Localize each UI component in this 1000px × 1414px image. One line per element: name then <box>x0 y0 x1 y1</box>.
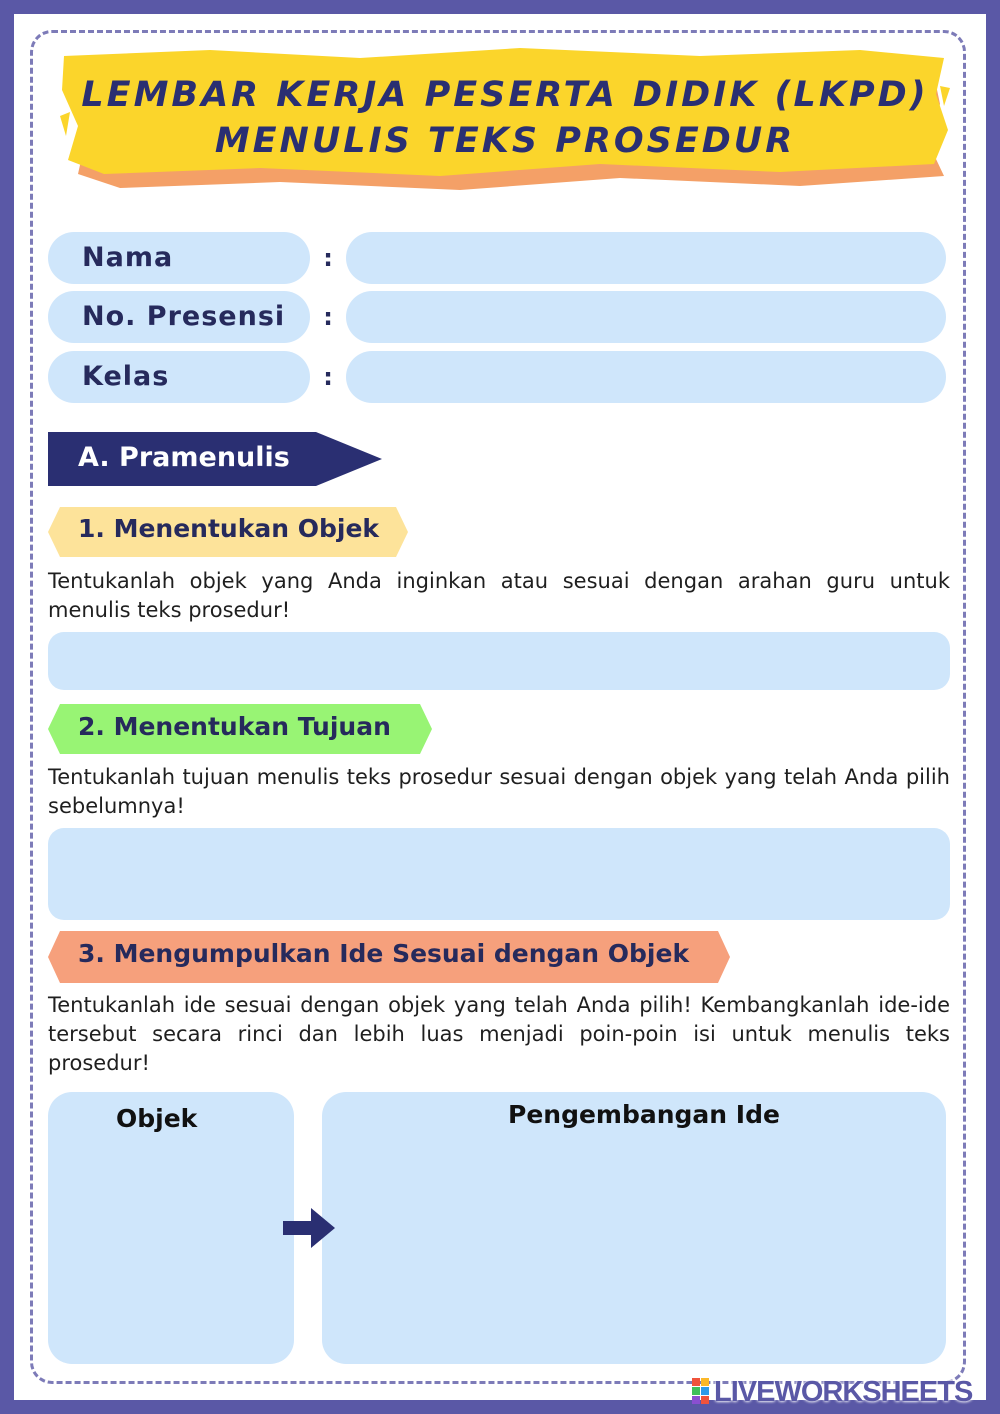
step3-heading: 3. Mengumpulkan Ide Sesuai dengan Objek <box>78 939 690 968</box>
kelas-colon: : <box>323 363 333 391</box>
step1-instruction: Tentukanlah objek yang Anda inginkan atau sesuai dengan arahan guru untuk menulis teks prosedur! <box>48 569 950 622</box>
name-colon: : <box>323 244 333 272</box>
name-input[interactable] <box>346 232 946 284</box>
name-label: Nama <box>48 232 310 284</box>
kelas-input[interactable] <box>346 351 946 403</box>
step2-heading: 2. Menentukan Tujuan <box>78 712 391 741</box>
section-a-heading: A. Pramenulis <box>78 442 290 473</box>
pengembangan-ide-box-title: Pengembangan Ide <box>508 1100 780 1129</box>
liveworksheets-watermark <box>692 1372 992 1412</box>
step3-instruction: Tentukanlah ide sesuai dengan objek yang telah Anda pilih! Kembangkanlah ide-ide tersebut secara rinci dan lebih luas menjadi poin-poin isi untuk menulis teks prosedur! <box>48 993 950 1075</box>
presensi-input[interactable] <box>346 291 946 343</box>
watermark-text: LIVEWORKSHEETS <box>714 1376 973 1408</box>
page-title <box>60 72 950 164</box>
kelas-label: Kelas <box>48 351 310 403</box>
title-line-1: LEMBAR KERJA PESERTA DIDIK (LKPD) <box>81 75 929 115</box>
pengembangan-ide-box[interactable] <box>322 1092 946 1364</box>
objek-box-title: Objek <box>116 1104 198 1133</box>
presensi-colon: : <box>323 303 333 331</box>
arrow-right-icon <box>283 1208 335 1248</box>
title-line-2: MENULIS TEKS PROSEDUR <box>214 121 796 161</box>
step2-instruction: Tentukanlah tujuan menulis teks prosedur sesuai dengan objek yang telah Anda pilih sebelumnya! <box>48 765 950 818</box>
step1-answer-field[interactable] <box>48 632 950 690</box>
step1-heading: 1. Menentukan Objek <box>78 514 380 543</box>
step2-answer-field[interactable] <box>48 828 950 920</box>
presensi-label: No. Presensi <box>48 291 310 343</box>
